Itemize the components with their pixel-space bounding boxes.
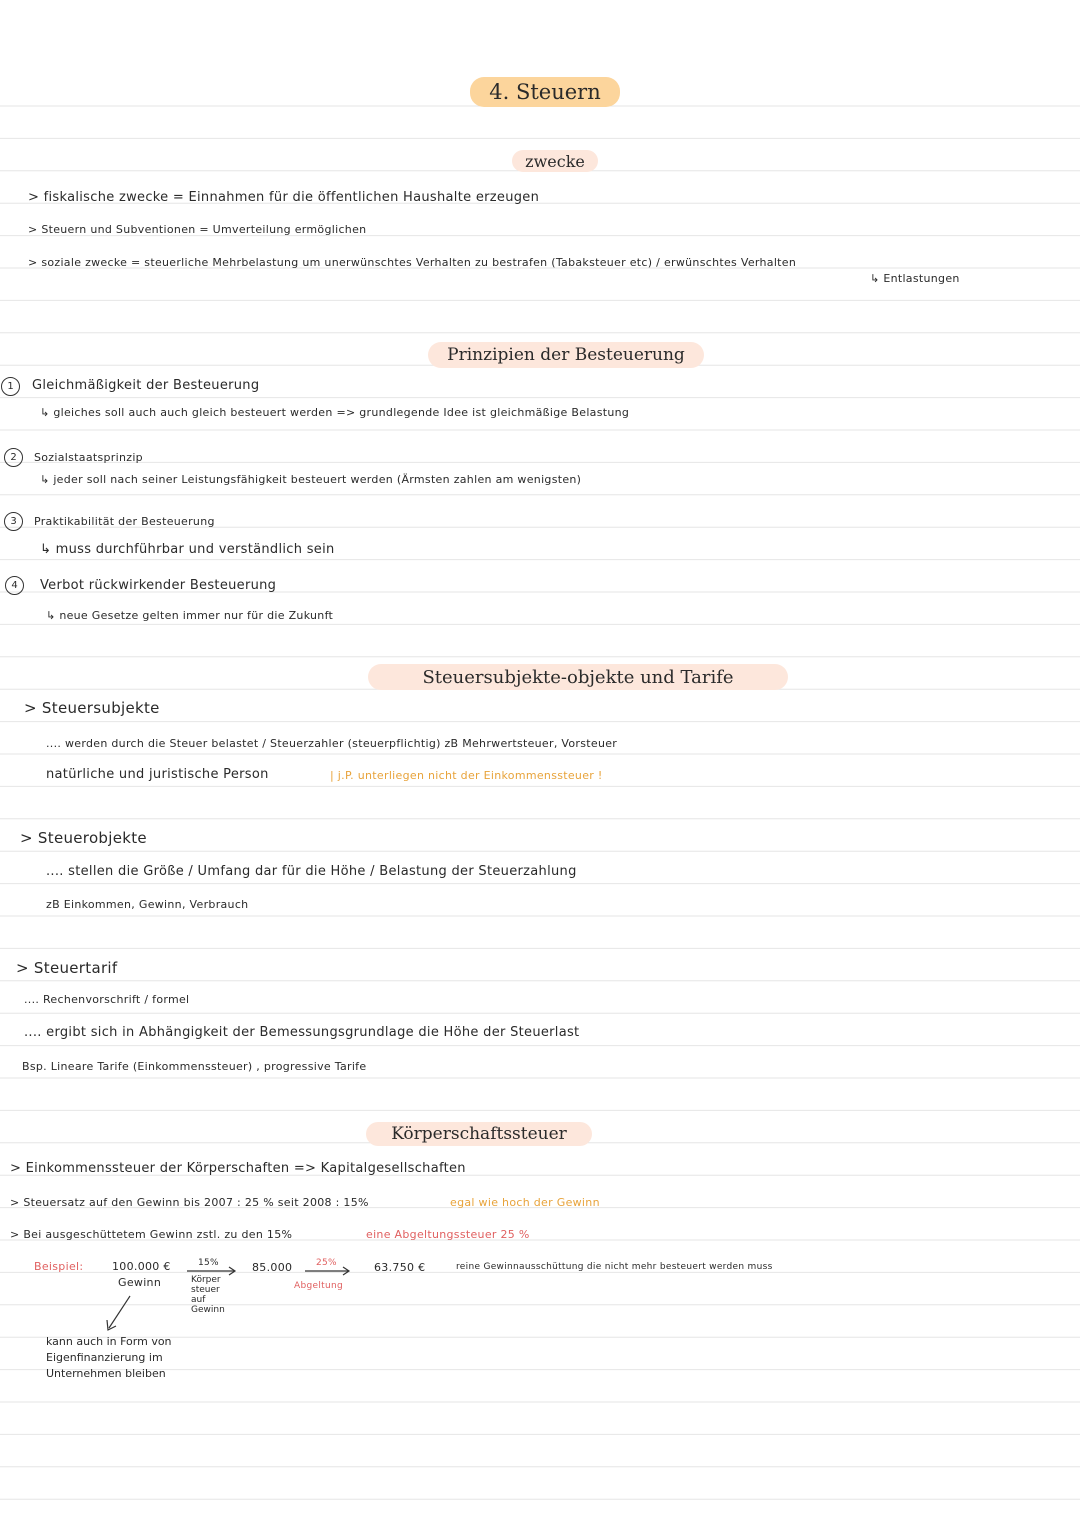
principle-title-4: Verbot rückwirkender Besteuerung	[40, 578, 277, 593]
zwecke-item-1: > fiskalische zwecke = Einnahmen für die öffentlichen Haushalte erzeugen	[28, 190, 540, 205]
zwecke-sub-note: ↳ Entlastungen	[870, 272, 960, 285]
steuertarif-title: > Steuertarif	[16, 959, 118, 977]
principle-number-2: 2	[4, 448, 23, 467]
arrow-1-label: 15%	[198, 1258, 219, 1268]
steuerobjekte-line-2: zB Einkommen, Gewinn, Verbrauch	[46, 898, 249, 911]
beispiel-label: Beispiel:	[34, 1260, 84, 1273]
arrow-2-icon	[304, 1266, 352, 1276]
steuersubjekte-line-2: natürliche und juristische Person	[46, 767, 269, 782]
example-note: kann auch in Form von Eigenfinanzierung im Unternehmen bleiben	[46, 1335, 172, 1380]
down-arrow-icon	[104, 1294, 134, 1334]
koerperschaft-line-2: > Steuersatz auf den Gewinn bis 2007 : 25 % seit 2008 : 15%	[10, 1196, 369, 1209]
subjekte-heading-highlight	[368, 664, 788, 690]
arrow-2-label: 25%	[316, 1258, 337, 1268]
steuersubjekte-note: | j.P. unterliegen nicht der Einkommenssteuer !	[330, 769, 603, 782]
steuertarif-line-1: .... Rechenvorschrift / formel	[24, 993, 190, 1006]
arrow-1-sub: Körper steuer auf Gewinn	[191, 1275, 225, 1315]
principle-number-1: 1	[1, 377, 20, 396]
principle-detail-4: ↳ neue Gesetze gelten immer nur für die Zukunft	[46, 609, 334, 622]
principle-title-1: Gleichmäßigkeit der Besteuerung	[32, 378, 260, 393]
principle-number-3: 3	[4, 512, 23, 531]
steuersubjekte-title: > Steuersubjekte	[24, 699, 160, 717]
koerperschaft-heading-highlight	[366, 1122, 592, 1146]
page-title-highlight	[470, 77, 620, 107]
principle-number-4: 4	[5, 576, 24, 595]
prinzipien-heading-highlight	[428, 342, 704, 368]
amount-final: 63.750 €	[374, 1261, 426, 1274]
amount-after-koerperschaft: 85.000	[252, 1261, 293, 1274]
result-text: reine Gewinnausschüttung die nicht mehr besteuert werden muss	[456, 1262, 773, 1272]
prinzipien-heading: Prinzipien der Besteuerung	[447, 345, 685, 365]
amount-gewinn: 100.000 €	[112, 1260, 171, 1273]
steuertarif-line-3: Bsp. Lineare Tarife (Einkommenssteuer) , progressive Tarife	[22, 1060, 367, 1073]
zwecke-item-3: > soziale zwecke = steuerliche Mehrbelastung um unerwünschtes Verhalten zu bestrafen (Tabaksteuer etc) / erwünschtes Verhalten	[28, 256, 797, 269]
principle-detail-1: ↳ gleiches soll auch auch gleich besteuert werden => grundlegende Idee ist gleichmäßige Belastung	[40, 406, 630, 419]
koerperschaft-line-3-note: eine Abgeltungssteuer 25 %	[366, 1228, 530, 1241]
steuerobjekte-title: > Steuerobjekte	[20, 829, 147, 847]
principle-title-2: Sozialstaatsprinzip	[34, 451, 143, 464]
principle-detail-3: ↳ muss durchführbar und verständlich sein	[40, 542, 335, 557]
koerperschaft-line-2-note: egal wie hoch der Gewinn	[450, 1196, 600, 1209]
steuersubjekte-line-1: .... werden durch die Steuer belastet / Steuerzahler (steuerpflichtig) zB Mehrwertsteuer, Vorsteuer	[46, 737, 618, 750]
steuerobjekte-line-1: .... stellen die Größe / Umfang dar für die Höhe / Belastung der Steuerzahlung	[46, 864, 577, 879]
arrow-2-sub: Abgeltung	[294, 1281, 343, 1291]
koerperschaft-line-1: > Einkommenssteuer der Körperschaften => Kapitalgesellschaften	[10, 1161, 466, 1176]
page-title: 4. Steuern	[489, 80, 601, 104]
amount-gewinn-label: Gewinn	[118, 1276, 162, 1289]
principle-detail-2: ↳ jeder soll nach seiner Leistungsfähigkeit besteuert werden (Ärmsten zahlen am wenigsten)	[40, 473, 582, 486]
zwecke-item-2: > Steuern und Subventionen = Umverteilung ermöglichen	[28, 223, 367, 236]
zwecke-heading-highlight	[512, 150, 598, 172]
koerperschaft-heading: Körperschaftssteuer	[391, 1124, 567, 1144]
steuertarif-line-2: .... ergibt sich in Abhängigkeit der Bemessungsgrundlage die Höhe der Steuerlast	[24, 1025, 580, 1040]
principle-title-3: Praktikabilität der Besteuerung	[34, 515, 215, 528]
koerperschaft-line-3: > Bei ausgeschüttetem Gewinn zstl. zu den 15%	[10, 1228, 293, 1241]
subjekte-heading: Steuersubjekte-objekte und Tarife	[422, 666, 734, 688]
zwecke-heading: zwecke	[525, 151, 585, 171]
